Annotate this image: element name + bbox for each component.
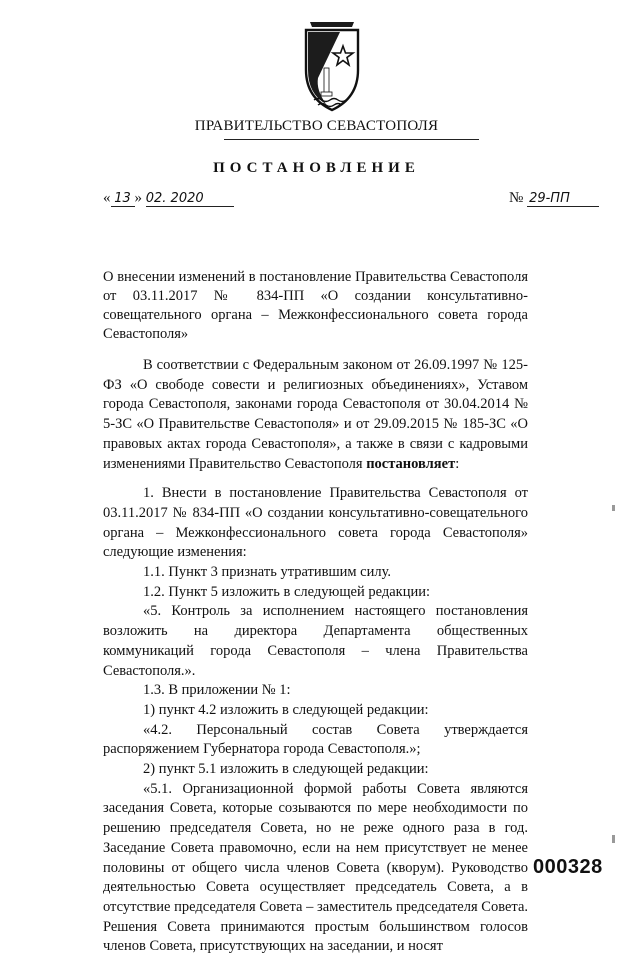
document-date — [103, 190, 234, 207]
margin-mark — [612, 505, 615, 511]
form-serial-number: 000328 — [533, 856, 603, 878]
document-type-heading: ПОСТАНОВЛЕНИЕ — [213, 160, 420, 176]
document-subject: О внесении изменений в постановление Правительства Севастополя от 03.11.2017 № 834-ПП «О создании консультативно-совещательного органа – Межконфессионального совета города Севастополя» — [103, 269, 528, 342]
preamble-keyword: постановляет — [366, 455, 456, 472]
item-1-3-1-text: «4.2. Персональный состав Совета утверждается распоряжением Губернатора города Севастополя.»; — [103, 721, 528, 758]
item-1-2-text: «5. Контроль за исполнением настоящего постановления возложить на директора Департамента общественных коммуникаций города Севастополя – члена Правительства Севастополя.». — [103, 603, 528, 679]
item-1-3-2: 2) пункт 5.1 изложить в следующей редакции: — [143, 761, 429, 778]
preamble-text: В соответствии с Федеральным законом от 26.09.1997 № 125-ФЗ «О свободе совести и религиозных объединениях», Уставом города Севастополя, законами города Севастополя от 30.04.2014 № 5-ЗС «О Правительстве Севастополя» и от 29.09.2015 № 185-ЗС «О правовых актах города Севастополя», а также в связи с кадровыми изменениями Правительство Севастополя — [103, 357, 528, 472]
preamble-colon: : — [455, 455, 460, 472]
coat-of-arms-icon — [296, 18, 368, 114]
margin-mark — [612, 835, 615, 843]
number-sign: № — [509, 190, 524, 206]
date-month-year: 02. 2020 — [146, 191, 234, 207]
preamble-paragraph — [103, 356, 528, 474]
document-number-field — [509, 190, 599, 207]
paragraph-gap — [103, 474, 528, 484]
document-body — [103, 356, 528, 957]
item-1-1: 1.1. Пункт 3 признать утратившим силу. — [143, 564, 392, 581]
government-title: ПРАВИТЕЛЬСТВО СЕВАСТОПОЛЯ — [194, 118, 439, 134]
document-number: 29-ПП — [527, 191, 599, 207]
item-1-3: 1.3. В приложении № 1: — [143, 682, 291, 699]
item-1-3-2-text: «5.1. Организационной формой работы Совета являются заседания Совета, которые созываются по мере необходимости по решению председателя Совета, но не реже одного раза в год. Заседание Совета правомочно, если на нем присутствует не менее половины от общего числа членов Совета (кворум). Руководство деятельностью Совета осуществляет председатель Совета, а в отсутствие председателя Совета – заместитель председателя Совета. Решения Совета принимаются простым большинством голосов членов Совета, присутствующих на заседании, и носят — [103, 780, 528, 955]
header-divider — [224, 139, 479, 140]
date-day: 13 — [111, 191, 135, 207]
date-quote-close: » — [134, 190, 142, 206]
item-1-3-1: 1) пункт 4.2 изложить в следующей редакции: — [143, 701, 429, 718]
item-1-2: 1.2. Пункт 5 изложить в следующей редакции: — [143, 583, 431, 600]
item-1: 1. Внести в постановление Правительства Севастополя от 03.11.2017 № 834-ПП «О создании консультативно-совещательного органа – Межконфессионального совета города Севастополя» следующие изменения: — [103, 485, 528, 561]
date-quote-open: « — [103, 190, 111, 206]
